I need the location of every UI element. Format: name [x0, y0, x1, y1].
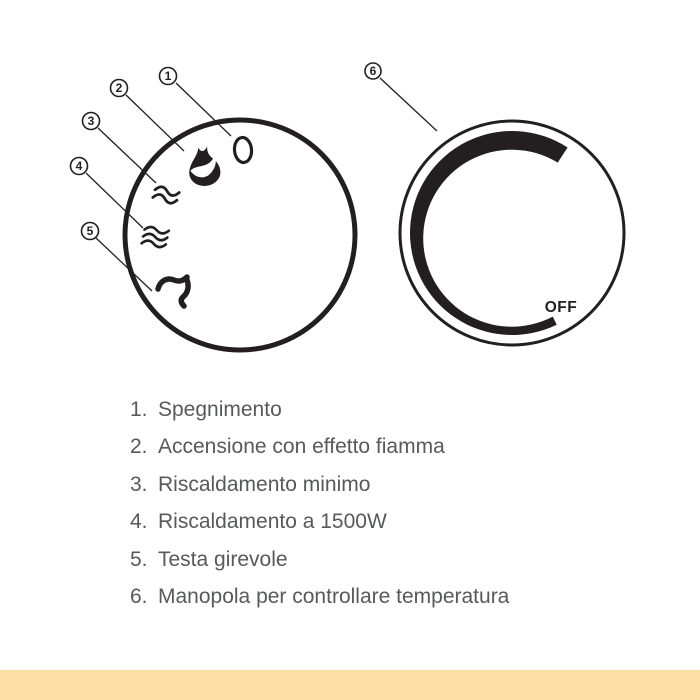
legend-item-3	[130, 466, 509, 503]
mode-dial	[125, 120, 355, 350]
legend-item-label: Manopola per controllare temperatura	[158, 585, 510, 609]
heat-high-waves-icon	[142, 226, 169, 249]
legend-item-label: Riscaldamento minimo	[158, 472, 371, 496]
legend-item-label: Testa girevole	[158, 547, 288, 571]
flame-effect-icon	[186, 145, 222, 188]
legend-item-number: 4.	[130, 510, 148, 534]
callout-number: 5	[86, 224, 94, 238]
callout-3	[83, 113, 100, 130]
legend-item-number: 5.	[130, 547, 148, 571]
legend-item-6	[130, 578, 509, 615]
accent-bar	[0, 670, 700, 700]
leader-line-6	[380, 78, 437, 131]
swoosh-top	[158, 277, 187, 289]
callout-number: 6	[369, 64, 377, 78]
callout-number: 4	[75, 159, 83, 173]
legend-item-label: Riscaldamento a 1500W	[158, 510, 387, 534]
legend-item-number: 1.	[130, 398, 148, 421]
leader-line-4	[86, 173, 143, 228]
callout-4	[71, 158, 88, 175]
heat-low-waves-icon	[153, 185, 180, 205]
oscillation-swoosh-icon	[158, 277, 188, 306]
legend	[130, 391, 509, 615]
thermostat-dial	[400, 121, 624, 345]
off-label: OFF	[544, 299, 578, 316]
legend-item-number: 3.	[130, 472, 148, 496]
legend-item-1	[130, 391, 509, 428]
callout-2	[111, 80, 128, 97]
leader-line-3	[98, 128, 156, 183]
legend-item-label: Spegnimento	[158, 398, 282, 421]
legend-item-5	[130, 541, 509, 578]
leader-line-2	[126, 95, 184, 151]
legend-item-2	[130, 428, 509, 465]
legend-item-number: 6.	[130, 585, 148, 609]
legend-item-label: Accensione con effetto fiamma	[158, 435, 445, 459]
callout-number: 1	[164, 69, 172, 83]
callout-6	[365, 63, 381, 79]
legend-item-number: 2.	[130, 435, 148, 459]
power-off-icon	[233, 137, 252, 163]
callout-number: 3	[87, 114, 95, 128]
callout-5	[82, 223, 99, 240]
callout-number: 2	[115, 81, 123, 95]
callout-1	[160, 68, 177, 85]
legend-item-4	[130, 503, 509, 540]
